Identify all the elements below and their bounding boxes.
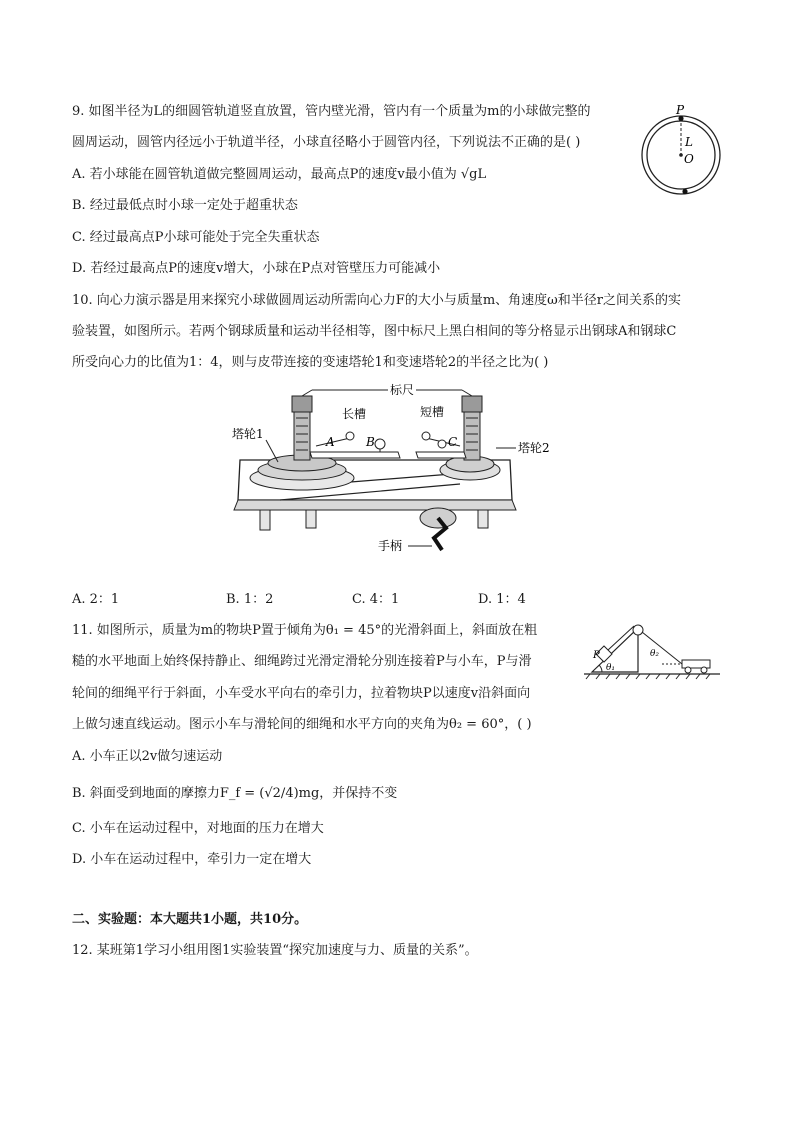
q11-option-a: A. 小车正以2v做匀速运动	[72, 749, 223, 764]
section-title-experiment: 二、实验题：本大题共1小题，共10分。	[72, 912, 308, 927]
q10-fig-label-wheel1: 塔轮1	[232, 427, 264, 441]
q9-circle-track-figure	[638, 100, 728, 200]
q10-option-c: C. 4：1	[352, 592, 400, 607]
q11-stem-line3: 轮间的细绳平行于斜面，小车受水平向右的牵引力，拉着物块P以速度v沿斜面向	[72, 686, 531, 701]
q9-stem-line1: 9. 如图半径为L的细圆管轨道竖直放置，管内壁光滑，管内有一个质量为m的小球做完整的	[72, 104, 591, 119]
q9-option-d: D. 若经过最高点P的速度v增大，小球在P点对管壁压力可能减小	[72, 261, 441, 276]
q9-option-b: B. 经过最低点时小球一定处于超重状态	[72, 198, 298, 213]
q11-option-b: B. 斜面受到地面的摩擦力F_f = (√2/4)mg，并保持不变	[72, 786, 398, 801]
q11-incline-pulley-figure	[582, 618, 722, 680]
q10-option-d: D. 1：4	[478, 592, 526, 607]
q9-stem-line2: 圆周运动，圆管内径远小于轨道半径，小球直径略小于圆管内径，下列说法不正确的是( )	[72, 135, 581, 150]
q10-option-b: B. 1：2	[226, 592, 274, 607]
q10-stem-line2: 验装置，如图所示。若两个钢球质量和运动半径相等，图中标尺上黑白相间的等分格显示出钢球A和钢球C	[72, 324, 677, 339]
q11-stem-line1: 11. 如图所示，质量为m的物块P置于倾角为θ₁ = 45°的光滑斜面上，斜面放在粗	[72, 623, 538, 638]
q11-fig-label-theta2: θ₂	[650, 649, 660, 659]
q11-fig-label-theta1: θ₁	[606, 663, 616, 673]
q11-stem-line4: 上做匀速直线运动。图示小车与滑轮间的细绳和水平方向的夹角为θ₂ = 60°，( )	[72, 717, 532, 732]
q10-fig-label-b: B	[366, 435, 375, 449]
q9-option-a: A. 若小球能在圆管轨道做完整圆周运动，最高点P的速度v最小值为 √gL	[72, 167, 487, 182]
q11-stem-line2: 糙的水平地面上始终保持静止、细绳跨过光滑定滑轮分别连接着P与小车，P与滑	[72, 654, 532, 669]
q10-fig-label-short-slot: 短槽	[420, 405, 445, 419]
q10-fig-label-c: C	[448, 435, 458, 449]
q10-fig-label-handle: 手柄	[378, 539, 403, 553]
q10-fig-label-ruler: 标尺	[390, 383, 415, 397]
q10-centripetal-apparatus-figure	[220, 378, 580, 558]
q9-fig-label-p: P	[676, 103, 685, 117]
q10-fig-label-wheel2: 塔轮2	[518, 441, 550, 455]
q9-fig-label-l: L	[685, 135, 693, 149]
q11-option-c: C. 小车在运动过程中，对地面的压力在增大	[72, 821, 324, 836]
q10-fig-label-long-slot: 长槽	[342, 407, 367, 421]
q10-stem-line1: 10. 向心力演示器是用来探究小球做圆周运动所需向心力F的大小与质量m、角速度ω和半径r之间关系的实	[72, 293, 681, 308]
q10-stem-line3: 所受向心力的比值为1：4，则与皮带连接的变速塔轮1和变速塔轮2的半径之比为( )	[72, 355, 549, 370]
q9-fig-label-o: O	[684, 152, 694, 166]
q11-option-d: D. 小车在运动过程中，牵引力一定在增大	[72, 852, 312, 867]
q11-fig-label-p: P	[593, 650, 600, 661]
q12-stem-line1: 12. 某班第1学习小组用图1实验装置“探究加速度与力、质量的关系”。	[72, 943, 478, 958]
q9-option-c: C. 经过最高点P小球可能处于完全失重状态	[72, 230, 320, 245]
q10-option-a: A. 2：1	[72, 592, 120, 607]
q10-fig-label-a: A	[326, 435, 335, 449]
